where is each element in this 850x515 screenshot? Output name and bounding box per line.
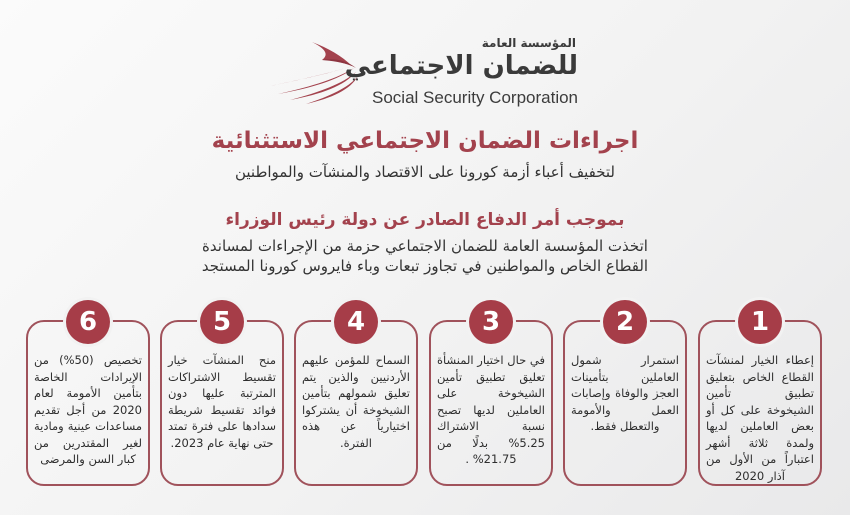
number-badge: 6 [66,300,110,344]
measure-card-3 [429,307,553,486]
number-badge: 2 [603,300,647,344]
measure-card-6 [26,307,150,486]
card-text: استمرار شمول العاملين بتأمينات العجز والوفاة وإصابات العمل والأمومة والتعطل فقط. [571,353,679,433]
number-badge: 4 [334,300,378,344]
page-subtitle: لتخفيف أعباء أزمة كورونا على الاقتصاد والمنشآت والمواطنين [234,163,615,181]
card-text: في حال اختيار المنشأة تعليق تطبيق تأمين الشيخوخة على العاملين لديها تصبح نسبة الاشتراك 5.25% بدلًا من 21.75% . [437,353,545,466]
measures-cards [26,298,826,490]
card-text: إعطاء الخيار لمنشآت القطاع الخاص بتعليق تطبيق تأمين الشيخوخة على كل أو بعض العاملين لديها ولمدة ثلاثة أشهر اعتباراً من الأول من آذار 2020 [706,353,814,483]
number-badge: 5 [200,300,244,344]
logo-arabic-large: للضمان الاجتماعي [344,51,578,81]
card-text: تخصيص (50%) من الإيرادات الخاصة بتأمين الأمومة لعام 2020 من أجل تقديم مساعدات عينية ومادية لغير المقتدرين من كبار السن والمرضى [34,353,142,466]
logo-english: Social Security Corporation [372,88,578,107]
measure-card-1 [698,307,822,486]
number-badge: 3 [469,300,513,344]
section-title: بموجب أمر الدفاع الصادر عن دولة رئيس الوزراء [225,210,625,230]
number-badge: 1 [738,300,782,344]
logo [268,36,588,112]
page-title: اجراءات الضمان الاجتماعي الاستثنائية [211,128,639,154]
measure-card-5 [160,307,284,486]
intro-line-2: القطاع الخاص والمواطنين في تجاوز تبعات وباء فايروس كورونا المستجد [201,257,649,275]
card-text: منح المنشآت خيار تقسيط الاشتراكات المترتبة عليها دون فوائد تقسيط شريطة سدادها على فترة تمتد حتى نهاية عام 2023. [168,353,276,450]
intro-text [140,236,710,276]
logo-arabic-small: المؤسسة العامة [481,36,576,50]
intro-line-1: اتخذت المؤسسة العامة للضمان الاجتماعي حزمة من الإجراءات لمساندة [202,237,648,255]
card-text: السماح للمؤمن عليهم الأردنيين والذين يتم تعليق شمولهم بتأمين الشيخوخة أن يشتركوا اختيارياً عن هذه الفترة. [302,353,410,450]
measure-card-4 [294,307,418,486]
measure-card-2 [563,307,687,486]
